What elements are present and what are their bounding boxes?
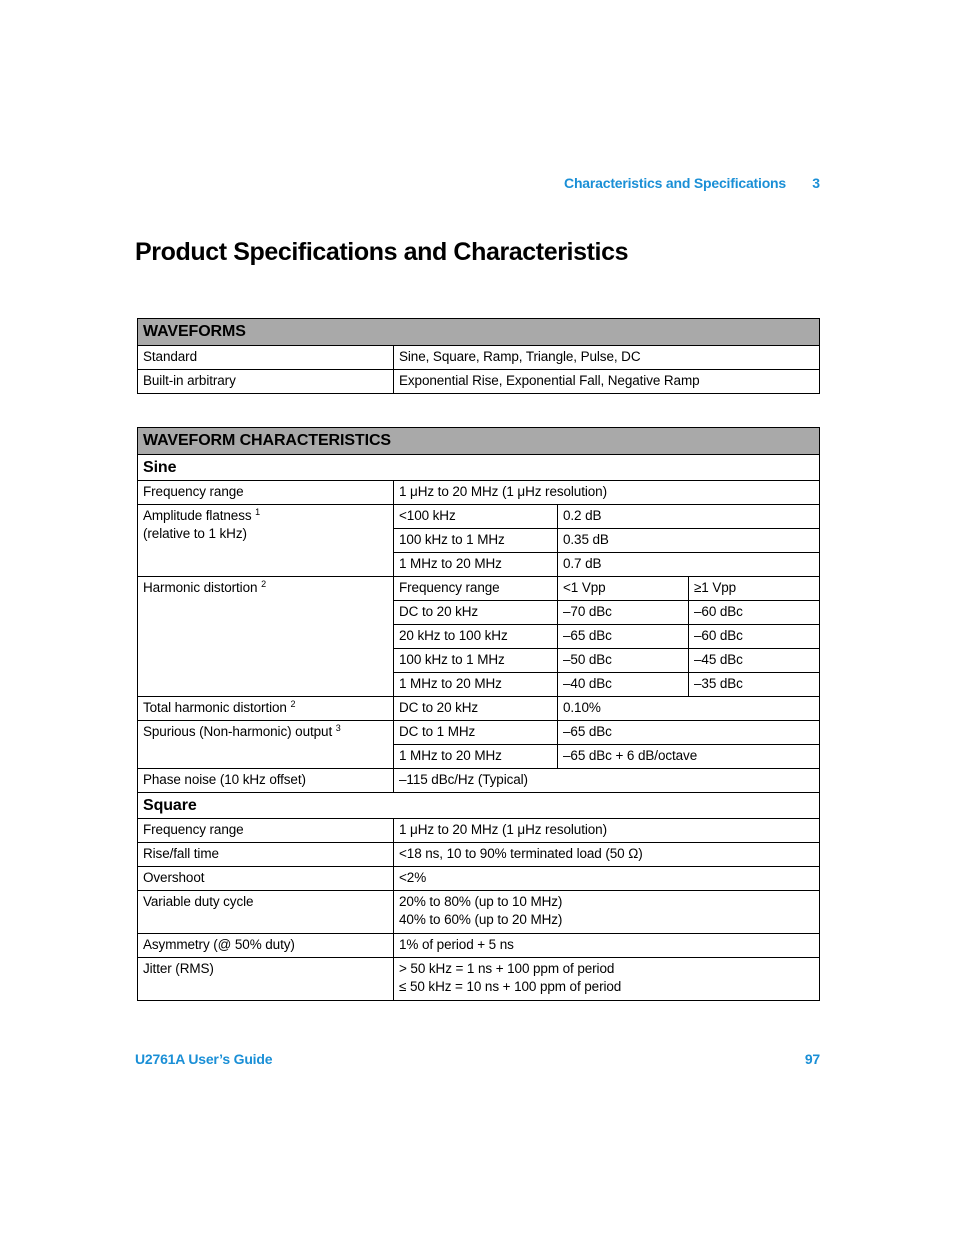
range-cell: <100 kHz bbox=[394, 505, 558, 529]
row-label: Phase noise (10 kHz offset) bbox=[138, 769, 394, 793]
table-row bbox=[138, 481, 820, 505]
row-value: –115 dBc/Hz (Typical) bbox=[394, 769, 820, 793]
running-header-section: Characteristics and Specifications bbox=[564, 175, 786, 191]
row-value: > 50 kHz = 1 ns + 100 ppm of period ≤ 50 kHz = 10 ns + 100 ppm of period bbox=[394, 958, 820, 1001]
waveforms-heading: WAVEFORMS bbox=[138, 319, 820, 346]
row-label: Built-in arbitrary bbox=[138, 370, 394, 394]
value-cell: 0.10% bbox=[558, 697, 820, 721]
value-cell: –40 dBc bbox=[558, 673, 689, 697]
amplitude-flatness-sublabel: (relative to 1 kHz) bbox=[143, 526, 247, 541]
range-cell: 20 kHz to 100 kHz bbox=[394, 625, 558, 649]
running-header-chapter: 3 bbox=[812, 175, 820, 191]
square-heading: Square bbox=[138, 793, 820, 819]
range-cell: 100 kHz to 1 MHz bbox=[394, 529, 558, 553]
amplitude-flatness-label: Amplitude flatness $^1$ (relative to 1 kHz) bbox=[138, 505, 394, 577]
value-cell: –60 dBc bbox=[689, 601, 820, 625]
range-cell: DC to 20 kHz bbox=[394, 601, 558, 625]
row-label: Asymmetry (@ 50% duty) bbox=[138, 934, 394, 958]
footnote-ref: 3 bbox=[335, 723, 341, 733]
footnote-ref: 1 bbox=[255, 507, 261, 517]
range-cell: DC to 20 kHz bbox=[394, 697, 558, 721]
value-cell: –60 dBc bbox=[689, 625, 820, 649]
footnote-ref: 2 bbox=[290, 699, 296, 709]
row-value: 1 μHz to 20 MHz (1 μHz resolution) bbox=[394, 481, 820, 505]
value-cell: –65 dBc + 6 dB/octave bbox=[558, 745, 820, 769]
table-row bbox=[138, 346, 820, 370]
table-row bbox=[138, 891, 820, 934]
range-cell: 1 MHz to 20 MHz bbox=[394, 673, 558, 697]
table-row bbox=[138, 697, 820, 721]
table-row bbox=[138, 505, 820, 529]
footer-guide-title: U2761A User’s Guide bbox=[135, 1051, 273, 1067]
row-value: Exponential Rise, Exponential Fall, Negative Ramp bbox=[394, 370, 820, 394]
value-cell: –65 dBc bbox=[558, 721, 820, 745]
value-cell: 0.2 dB bbox=[558, 505, 820, 529]
table-row bbox=[138, 867, 820, 891]
page-title: Product Specifications and Characteristics bbox=[135, 238, 629, 266]
waveform-characteristics-table bbox=[137, 427, 820, 1001]
range-cell: 1 MHz to 20 MHz bbox=[394, 553, 558, 577]
characteristics-heading: WAVEFORM CHARACTERISTICS bbox=[138, 428, 820, 455]
table-row bbox=[138, 370, 820, 394]
range-cell: 100 kHz to 1 MHz bbox=[394, 649, 558, 673]
value-cell: –70 dBc bbox=[558, 601, 689, 625]
row-value: 1 μHz to 20 MHz (1 μHz resolution) bbox=[394, 819, 820, 843]
table-row bbox=[138, 819, 820, 843]
row-label: Rise/fall time bbox=[138, 843, 394, 867]
footer-page-number: 97 bbox=[804, 1051, 820, 1067]
row-value: 20% to 80% (up to 10 MHz) 40% to 60% (up to 20 MHz) bbox=[394, 891, 820, 934]
row-label: Frequency range bbox=[138, 481, 394, 505]
range-cell: 1 MHz to 20 MHz bbox=[394, 745, 558, 769]
column-header: <1 Vpp bbox=[558, 577, 689, 601]
row-label: Frequency range bbox=[138, 819, 394, 843]
column-header: Frequency range bbox=[394, 577, 558, 601]
value-cell: –50 dBc bbox=[558, 649, 689, 673]
row-value: <18 ns, 10 to 90% terminated load (50 Ω) bbox=[394, 843, 820, 867]
range-cell: DC to 1 MHz bbox=[394, 721, 558, 745]
running-header bbox=[560, 175, 820, 193]
column-header: ≥1 Vpp bbox=[689, 577, 820, 601]
spurious-label: Spurious (Non-harmonic) output $^3$ bbox=[138, 721, 394, 769]
value-cell: 0.7 dB bbox=[558, 553, 820, 577]
harmonic-distortion-label: Harmonic distortion $^2$ bbox=[138, 577, 394, 697]
table-row bbox=[138, 843, 820, 867]
row-label: Overshoot bbox=[138, 867, 394, 891]
row-label: Standard bbox=[138, 346, 394, 370]
table-row bbox=[138, 934, 820, 958]
footnote-ref: 2 bbox=[261, 579, 266, 589]
table-row bbox=[138, 577, 820, 601]
value-cell: –35 dBc bbox=[689, 673, 820, 697]
table-row bbox=[138, 958, 820, 1001]
sine-heading: Sine bbox=[138, 455, 820, 481]
table-row bbox=[138, 721, 820, 745]
row-value: <2% bbox=[394, 867, 820, 891]
table-row bbox=[138, 769, 820, 793]
row-label: Jitter (RMS) bbox=[138, 958, 394, 1001]
row-value: 1% of period + 5 ns bbox=[394, 934, 820, 958]
value-cell: 0.35 dB bbox=[558, 529, 820, 553]
row-value: Sine, Square, Ramp, Triangle, Pulse, DC bbox=[394, 346, 820, 370]
thd-label: Total harmonic distortion $^2$ bbox=[138, 697, 394, 721]
waveforms-table bbox=[137, 318, 820, 394]
value-cell: –45 dBc bbox=[689, 649, 820, 673]
value-cell: –65 dBc bbox=[558, 625, 689, 649]
row-label: Variable duty cycle bbox=[138, 891, 394, 934]
